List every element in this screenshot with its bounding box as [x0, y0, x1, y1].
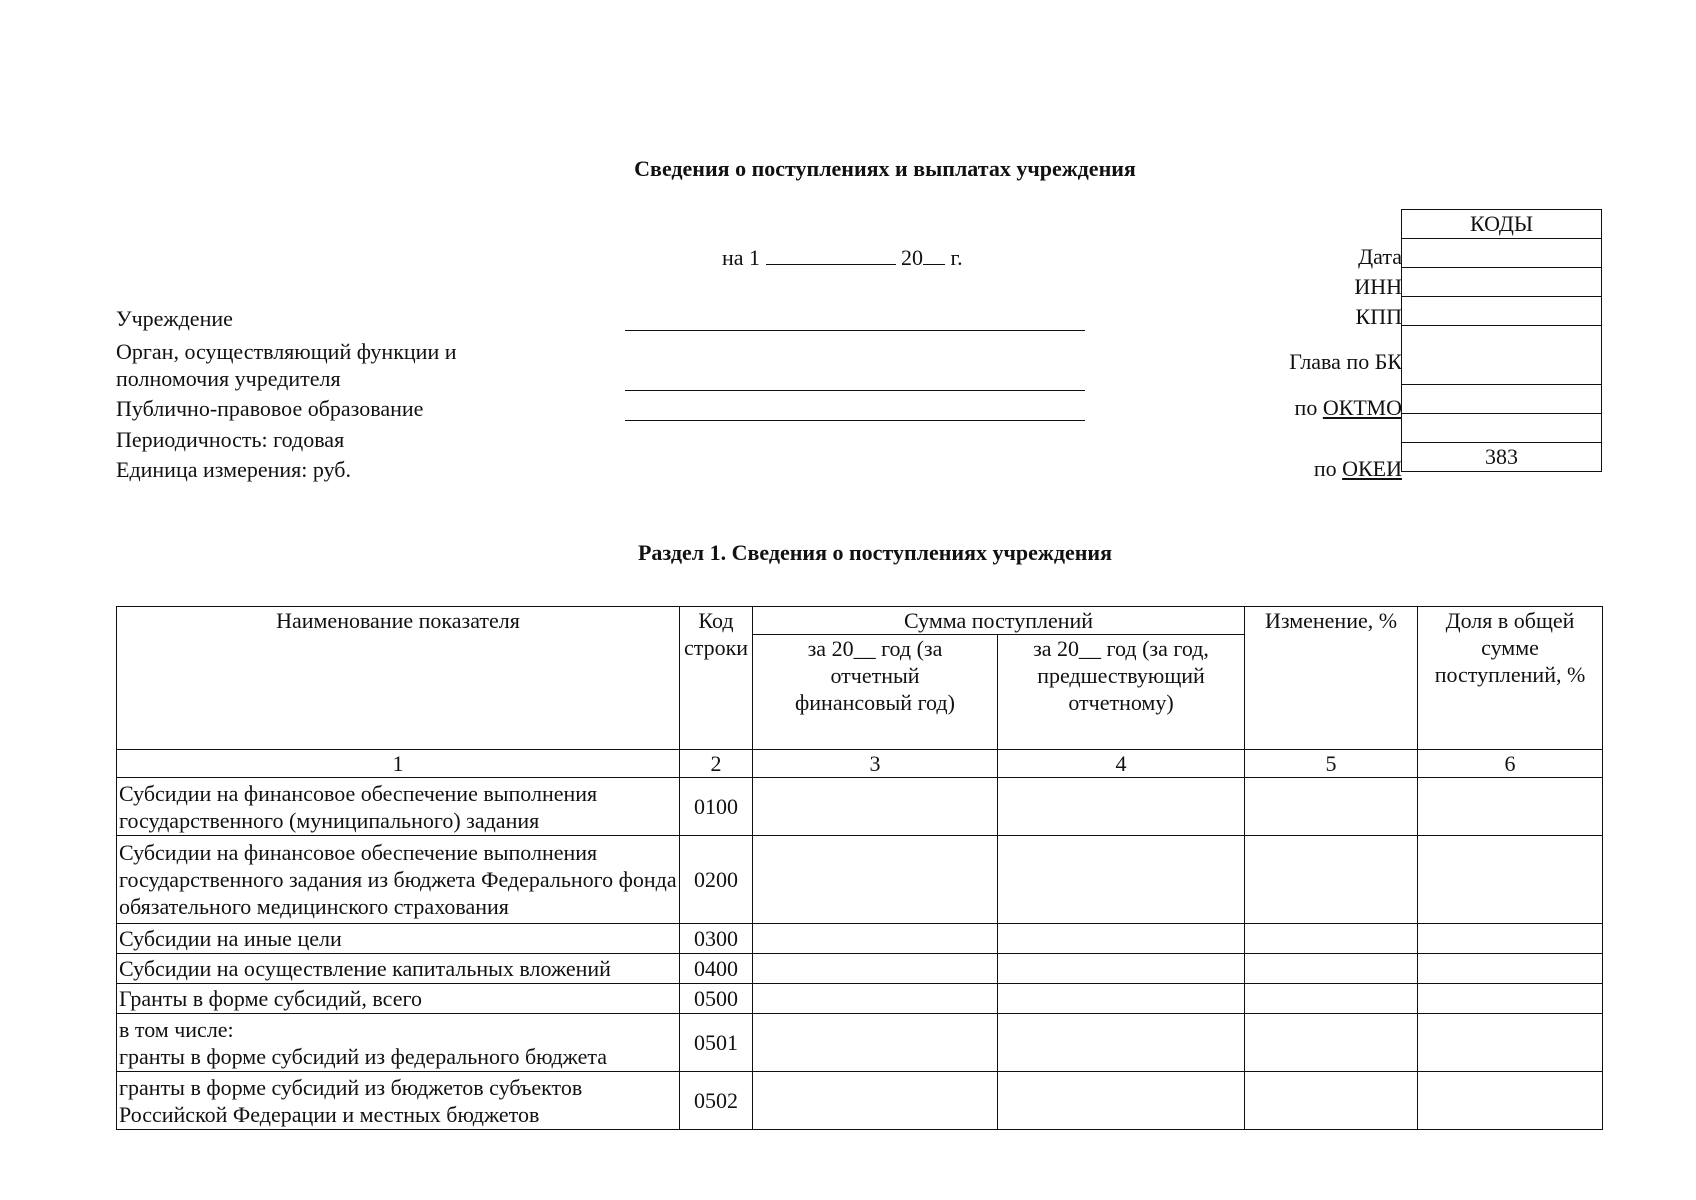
table-row: [117, 924, 1603, 954]
table-row: [117, 984, 1603, 1014]
cell-share[interactable]: [1418, 984, 1603, 1014]
cell-share[interactable]: [1418, 778, 1603, 836]
row-indicator-name: гранты в форме субсидий из бюджетов субъектов Российской Федерации и местных бюджетов: [117, 1072, 680, 1130]
column-number: 6: [1418, 750, 1603, 778]
field-label-public-entity: Публично-правовое образование: [116, 396, 424, 421]
header-row-code-line2: строки: [683, 635, 749, 660]
header-row-code-line1: Код: [698, 608, 734, 633]
document-title: Сведения о поступлениях и выплатах учреждения: [634, 156, 1136, 181]
cell-reporting-year[interactable]: [753, 924, 998, 954]
field-label-periodicity: Периодичность: годовая: [116, 427, 345, 452]
code-cell-date[interactable]: [1402, 239, 1602, 268]
date-prefix: на 1: [722, 245, 761, 270]
oktmo-prefix: по: [1294, 395, 1318, 420]
table-row: [117, 1014, 1603, 1072]
header-receipts-sum: Сумма поступлений: [753, 607, 1245, 635]
code-cell-glava-bk[interactable]: [1402, 326, 1602, 385]
cell-previous-year[interactable]: [998, 1072, 1245, 1130]
cell-reporting-year[interactable]: [753, 1014, 998, 1072]
cell-change[interactable]: [1245, 1014, 1418, 1072]
codes-box: [1401, 209, 1602, 472]
table-row: [117, 778, 1603, 836]
oktmo-link[interactable]: ОКТМО: [1322, 395, 1402, 420]
column-number: 2: [680, 750, 753, 778]
table-row: [117, 836, 1603, 924]
column-number: 4: [998, 750, 1245, 778]
code-cell-inn[interactable]: [1402, 268, 1602, 297]
institution-input-line[interactable]: [625, 330, 1085, 331]
code-cell-periodicity[interactable]: [1402, 414, 1602, 443]
cell-change[interactable]: [1245, 954, 1418, 984]
cell-share[interactable]: [1418, 924, 1603, 954]
row-code: 0400: [680, 954, 753, 984]
cell-change[interactable]: [1245, 984, 1418, 1014]
public-entity-input-line[interactable]: [625, 420, 1085, 421]
row-indicator-name: Субсидии на финансовое обеспечение выполнения государственного (муниципального) задания: [117, 778, 680, 836]
code-label-inn: ИНН: [1354, 274, 1402, 299]
cell-change[interactable]: [1245, 924, 1418, 954]
okei-link[interactable]: ОКЕИ: [1342, 456, 1402, 481]
cell-reporting-year[interactable]: [753, 984, 998, 1014]
report-date-line: [722, 244, 963, 272]
cell-share[interactable]: [1418, 954, 1603, 984]
cell-share[interactable]: [1418, 1072, 1603, 1130]
row-indicator-name: Субсидии на иные цели: [117, 924, 680, 954]
row-indicator-name: [117, 1014, 680, 1072]
field-label-unit: Единица измерения: руб.: [116, 457, 351, 482]
cell-share[interactable]: [1418, 1014, 1603, 1072]
table-row: [117, 954, 1603, 984]
header-share-percent: Доля в общей сумме поступлений, %: [1418, 607, 1603, 750]
date-year-prefix: 20: [901, 245, 924, 270]
cell-previous-year[interactable]: [998, 924, 1245, 954]
cell-previous-year[interactable]: [998, 984, 1245, 1014]
field-label-founder-line2: полномочия учредителя: [116, 366, 341, 391]
row-code: 0500: [680, 984, 753, 1014]
cell-previous-year[interactable]: [998, 954, 1245, 984]
cell-share[interactable]: [1418, 836, 1603, 924]
receipts-table: [116, 606, 1603, 1130]
row-code: 0300: [680, 924, 753, 954]
cell-reporting-year[interactable]: [753, 954, 998, 984]
codes-header: КОДЫ: [1402, 210, 1602, 239]
row-code: 0501: [680, 1014, 753, 1072]
header-indicator-name: Наименование показателя: [117, 607, 680, 750]
cell-previous-year[interactable]: [998, 778, 1245, 836]
date-day-month-blank[interactable]: [766, 246, 896, 265]
row-code: 0200: [680, 836, 753, 924]
row-indicator-name: Гранты в форме субсидий, всего: [117, 984, 680, 1014]
cell-previous-year[interactable]: [998, 836, 1245, 924]
column-number: 5: [1245, 750, 1418, 778]
row-code: 0502: [680, 1072, 753, 1130]
row-indicator-name-detail: гранты в форме субсидий из федерального бюджета: [119, 1043, 608, 1069]
date-suffix: г.: [950, 245, 963, 270]
section-title: Раздел 1. Сведения о поступлениях учреждения: [637, 540, 1112, 565]
code-cell-oktmo[interactable]: [1402, 385, 1602, 414]
table-column-numbers-row: [117, 750, 1603, 778]
header-reporting-year: за 20__ год (за отчетный финансовый год): [753, 635, 998, 750]
code-label-date: Дата: [1358, 244, 1402, 269]
column-number: 1: [117, 750, 680, 778]
column-number: 3: [753, 750, 998, 778]
header-previous-year: за 20__ год (за год, предшествующий отчетному): [998, 635, 1245, 750]
header-change-percent: Изменение, %: [1245, 607, 1418, 750]
row-code: 0100: [680, 778, 753, 836]
cell-change[interactable]: [1245, 778, 1418, 836]
code-label-kpp: КПП: [1355, 304, 1402, 329]
okei-prefix: по: [1313, 456, 1337, 481]
cell-reporting-year[interactable]: [753, 836, 998, 924]
cell-reporting-year[interactable]: [753, 778, 998, 836]
row-indicator-name-prefix: в том числе:: [119, 1016, 234, 1042]
table-row: [117, 1072, 1603, 1130]
date-year-blank[interactable]: [923, 246, 945, 265]
code-label-oktmo: [1295, 394, 1402, 422]
cell-change[interactable]: [1245, 1072, 1418, 1130]
code-label-okei: [1314, 455, 1402, 483]
cell-change[interactable]: [1245, 836, 1418, 924]
founder-input-line[interactable]: [625, 390, 1085, 391]
code-cell-okei[interactable]: 383: [1402, 443, 1602, 472]
row-indicator-name: Субсидии на финансовое обеспечение выполнения государственного задания из бюджета Федерального фонда обязательного медицинского страхования: [117, 836, 680, 924]
field-label-founder-line1: Орган, осуществляющий функции и: [116, 339, 457, 364]
code-label-glava-bk: Глава по БК: [1289, 349, 1402, 374]
header-row-code: [680, 607, 753, 750]
cell-reporting-year[interactable]: [753, 1072, 998, 1130]
cell-previous-year[interactable]: [998, 1014, 1245, 1072]
code-cell-kpp[interactable]: [1402, 297, 1602, 326]
table-header-row-1: [117, 607, 1603, 635]
field-label-institution: Учреждение: [116, 306, 233, 331]
row-indicator-name: Субсидии на осуществление капитальных вложений: [117, 954, 680, 984]
